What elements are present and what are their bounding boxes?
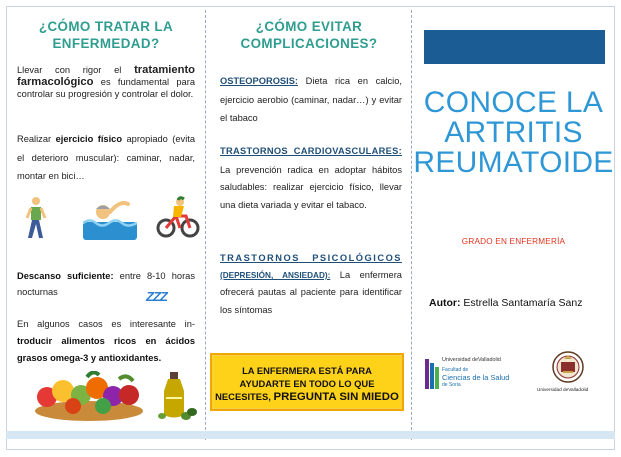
diet-paragraph: En algunos casos es interesante in-troducir alimentos ricos en ácidos grasos omega-3 y antioxidantes. xyxy=(17,319,195,363)
complications-heading: ¿CÓMO EVITAR COMPLICACIONES? xyxy=(240,19,378,51)
faculty-logo: Universidad deValladolid Facultad de Ciencias de la Salud de Soria xyxy=(425,353,520,393)
rest-paragraph: Descanso suficiente: entre 8-10 horas nocturnas xyxy=(17,271,195,297)
cover-header-band xyxy=(424,30,605,64)
fruits-vegetables-image xyxy=(33,371,145,421)
cardiovascular-paragraph: La prevención radica en adoptar hábitos saludables: realizar ejercicio físico, llevar una dieta variada y evitar el tabaco. xyxy=(220,165,402,210)
cardiovascular-heading: TRASTORNOS CARDIOVASCULARES: xyxy=(220,146,402,156)
degree-subtitle: GRADO EN ENFERMERÍA xyxy=(461,237,566,246)
swimmer-icon xyxy=(83,196,137,240)
osteoporosis-paragraph: OSTEOPOROSIS: Dieta rica en calcio, ejercicio aerobio (caminar, nadar…) y evitar el tabaco xyxy=(220,76,402,123)
exercise-paragraph: Realizar ejercicio físico apropiado (evita el deterioro muscular): caminar, nadar, montar en bici… xyxy=(17,134,196,181)
psychological-paragraph: (DEPRESIÓN, ANSIEDAD): La enfermera ofrecerá pautas al paciente para identificar los síntomas xyxy=(220,270,402,315)
panel-cover xyxy=(412,6,615,450)
cyclist-icon xyxy=(156,196,200,240)
psychological-heading: TRASTORNOS PSICOLÓGICOS xyxy=(220,253,402,263)
university-seal-logo: Universidad deValladolid xyxy=(543,350,593,396)
university-seal-icon xyxy=(543,350,593,384)
panel-bottom-bar xyxy=(412,431,615,439)
olive-oil-image xyxy=(156,372,198,422)
panel-bottom-bar xyxy=(206,431,412,439)
treatment-heading: ¿CÓMO TRATAR LA ENFERMEDAD? xyxy=(38,19,174,51)
panel-complications xyxy=(206,6,412,450)
sleep-icon: ZZZ xyxy=(146,289,167,304)
medication-paragraph: Llevar con rigor el tratamiento farmacológico es fundamental para controlar su progresión y controlar el dolor. xyxy=(17,64,195,99)
faculty-logo-mark-icon xyxy=(425,359,439,389)
nurse-callout-box: LA ENFERMERA ESTÁ PARA AYUDARTE EN TODO LO QUE NECESITES, PREGUNTA SIN MIEDO xyxy=(210,353,404,411)
panel-bottom-bar xyxy=(6,431,206,439)
osteoporosis-heading: OSTEOPOROSIS: xyxy=(220,76,299,86)
walking-person-icon xyxy=(23,196,49,240)
panel-treatment xyxy=(6,6,206,450)
author-line: Autor: Estrella Santamaría Sanz xyxy=(429,297,583,309)
cover-title: CONOCE LA ARTRITIS REUMATOIDE xyxy=(413,86,614,179)
